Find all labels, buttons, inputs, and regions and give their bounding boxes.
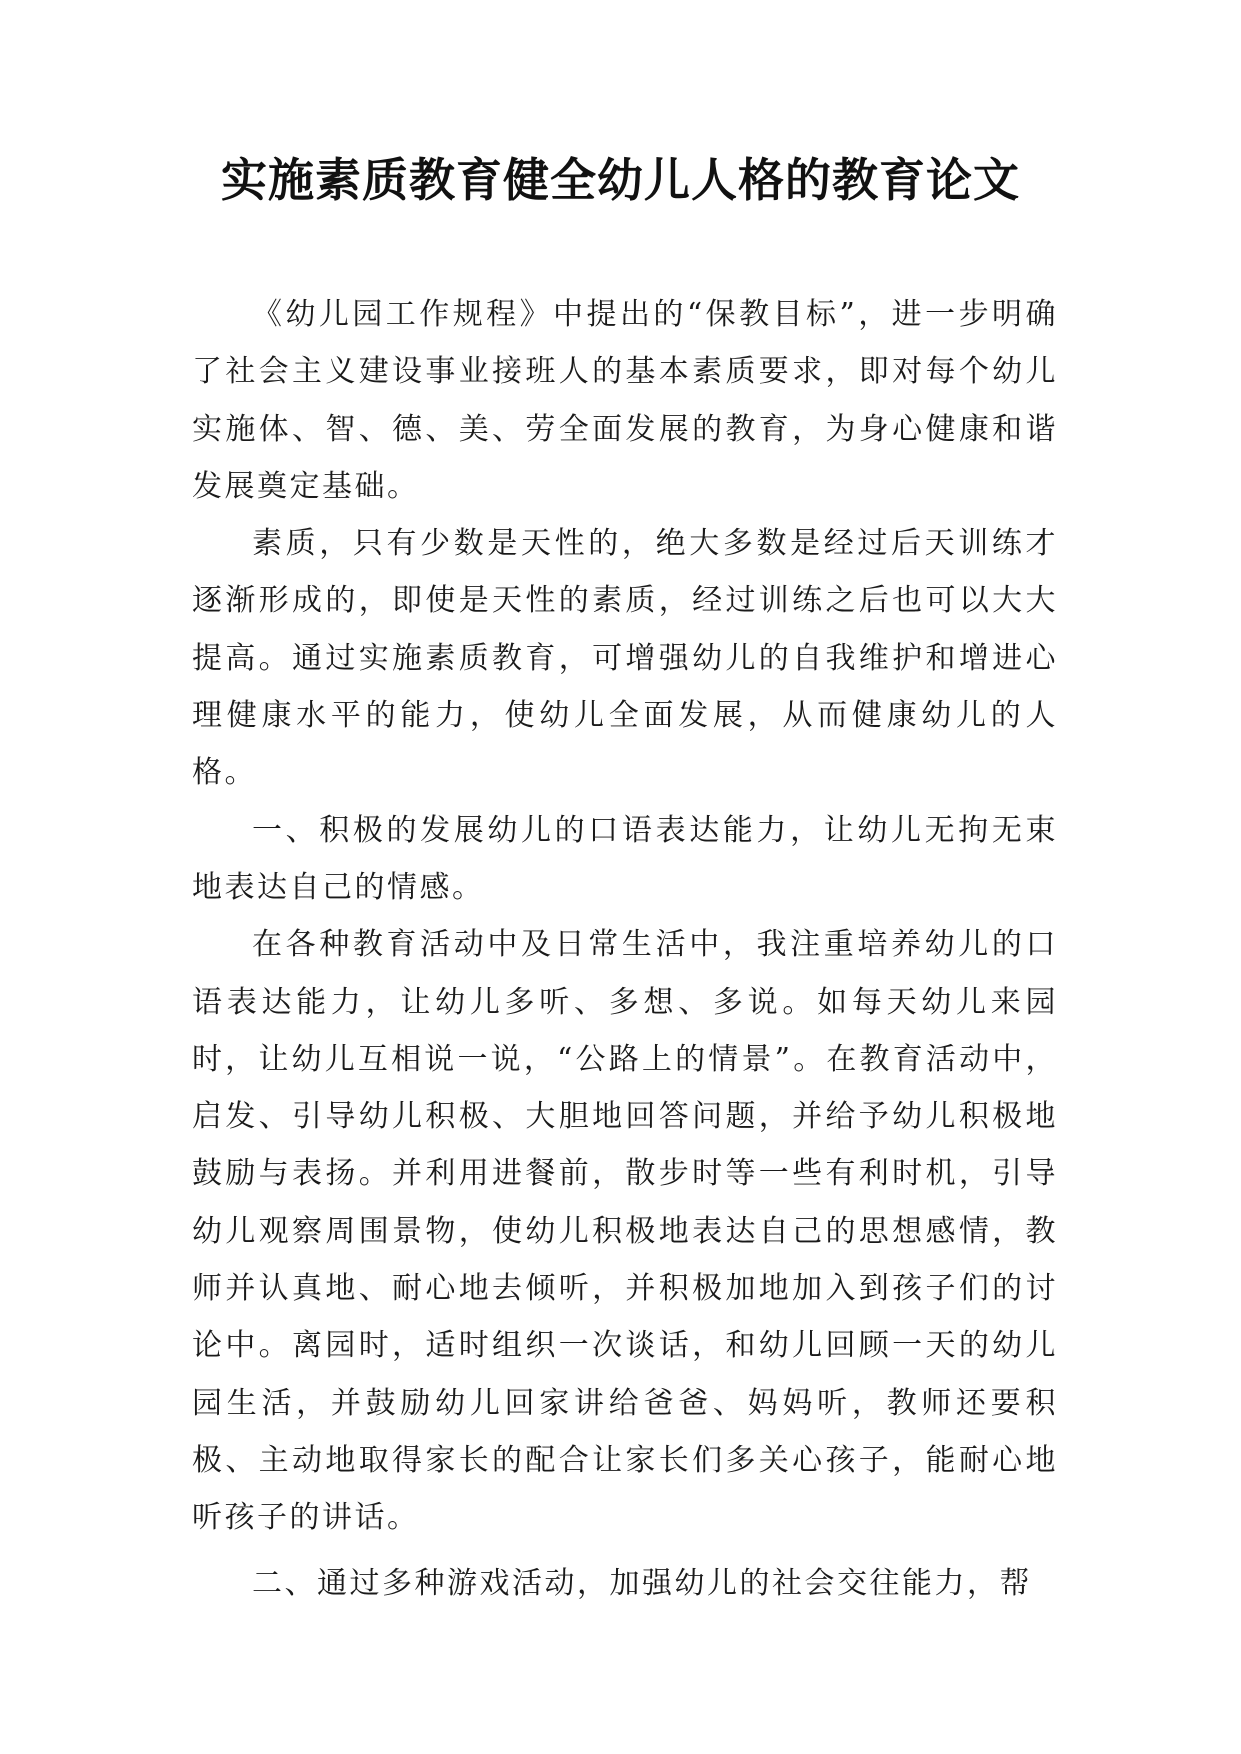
paragraph-quality: 素质，只有少数是天性的，绝大多数是经过后天训练才逐渐形成的，即使是天性的素质，经过训练之后也可以大大提高。通过实施素质教育，可增强幼儿的自我维护和增进心理健康水平的能力，使幼儿全面发展，从而健康幼儿的人格。 bbox=[192, 526, 1058, 791]
document-body bbox=[192, 286, 1058, 1612]
paragraph-oral-expression: 在各种教育活动中及日常生活中，我注重培养幼儿的口语表达能力，让幼儿多听、多想、多说。如每天幼儿来园时，让幼儿互相说一说，“公路上的情景”。在教育活动中，启发、引导幼儿积极、大胆地回答问题，并给予幼儿积极地鼓励与表扬。并利用进餐前，散步时等一些有利时机，引导幼儿观察周围景物，使幼儿积极地表达自己的思想感情，教师并认真地、耐心地去倾听，并积极加地加入到孩子们的讨论中。离园时，适时组织一次谈话，和幼儿回顾一天的幼儿园生活，并鼓励幼儿回家讲给爸爸、妈妈听，教师还要积极、主动地取得家长的配合让家长们多关心孩子，能耐心地听孩子的讲话。 bbox=[192, 927, 1058, 1536]
section-heading-one: 一、积极的发展幼儿的口语表达能力，让幼儿无拘无束地表达自己的情感。 bbox=[192, 812, 1058, 905]
paragraph-intro: 《幼儿园工作规程》中提出的“保教目标”，进一步明确了社会主义建设事业接班人的基本素质要求，即对每个幼儿实施体、智、德、美、劳全面发展的教育，为身心健康和谐发展奠定基础。 bbox=[192, 297, 1058, 504]
section-heading-two: 二、通过多种游戏活动，加强幼儿的社会交往能力，帮 bbox=[252, 1565, 1032, 1601]
document-title: 实施素质教育健全幼儿人格的教育论文 bbox=[221, 153, 1020, 207]
